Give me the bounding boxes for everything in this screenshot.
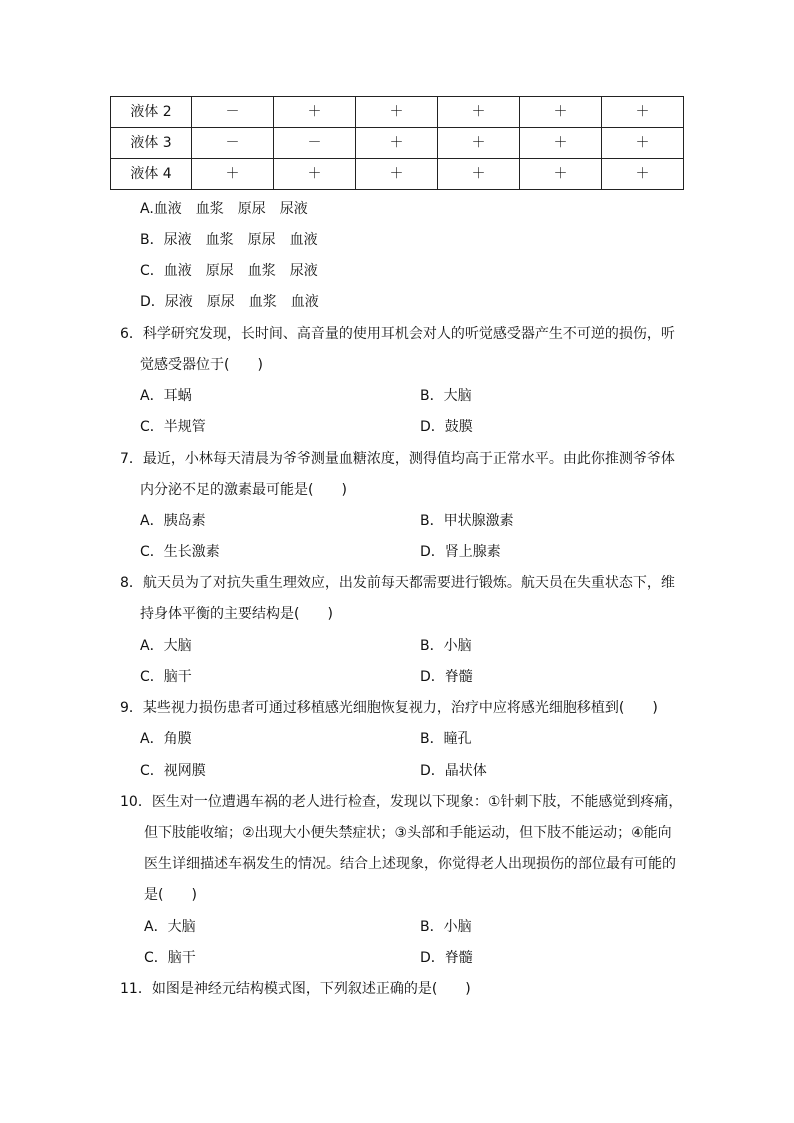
q6-option-d: D．鼓膜 <box>420 419 473 435</box>
table-cell: ＋ <box>438 159 520 190</box>
q6-option-b: B．大脑 <box>420 388 472 404</box>
q6-stem-line1: 6．科学研究发现，长时间、高音量的使用耳机会对人的听觉感受器产生不可逆的损伤，听 <box>120 326 675 342</box>
fluid-test-table <box>110 96 684 190</box>
q7-option-d: D．肾上腺素 <box>420 544 501 560</box>
q10-option-d: D．脊髓 <box>420 950 473 966</box>
q8-option-d: D．脊髓 <box>420 669 473 685</box>
q10-option-b: B．小脑 <box>420 919 472 935</box>
q11-stem-line1: 11．如图是神经元结构模式图，下列叙述正确的是( ) <box>120 981 471 997</box>
table-cell: － <box>192 128 274 159</box>
row-label: 液体 2 <box>111 97 192 128</box>
q10-option-a: A．大脑 <box>144 919 196 935</box>
row-label: 液体 4 <box>111 159 192 190</box>
q5-option-a: A.血液 血浆 原尿 尿液 <box>140 201 308 217</box>
table-cell: ＋ <box>438 128 520 159</box>
q5-option-d: D．尿液 原尿 血浆 血液 <box>140 294 319 310</box>
q7-option-b: B．甲状腺激素 <box>420 513 514 529</box>
table-cell: ＋ <box>602 159 684 190</box>
q7-option-c: C．生长激素 <box>140 544 220 560</box>
table-cell: ＋ <box>520 97 602 128</box>
table-cell: ＋ <box>356 97 438 128</box>
table-cell: ＋ <box>274 97 356 128</box>
q9-option-b: B．瞳孔 <box>420 731 472 747</box>
table-row <box>111 128 684 159</box>
row-label: 液体 3 <box>111 128 192 159</box>
q9-option-c: C．视网膜 <box>140 763 206 779</box>
table-cell: ＋ <box>274 159 356 190</box>
q5-option-c: C．血液 原尿 血浆 尿液 <box>140 263 318 279</box>
table-cell: － <box>192 97 274 128</box>
q8-stem-line2: 持身体平衡的主要结构是( ) <box>140 606 333 622</box>
table-row <box>111 97 684 128</box>
q7-option-a: A．胰岛素 <box>140 513 206 529</box>
q6-option-a: A．耳蜗 <box>140 388 192 404</box>
q10-stem-line3: 医生详细描述车祸发生的情况。结合上述现象，你觉得老人出现损伤的部位最有可能的 <box>144 856 676 872</box>
q8-option-a: A．大脑 <box>140 638 192 654</box>
q9-option-a: A．角膜 <box>140 731 192 747</box>
q7-stem-line1: 7．最近，小林每天清晨为爷爷测量血糖浓度，测得值均高于正常水平。由此你推测爷爷体 <box>120 451 675 467</box>
table-cell: ＋ <box>520 159 602 190</box>
q9-stem-line1: 9．某些视力损伤患者可通过移植感光细胞恢复视力，治疗中应将感光细胞移植到( ) <box>120 700 658 716</box>
q8-option-c: C．脑干 <box>140 669 192 685</box>
table-row <box>111 159 684 190</box>
q9-option-d: D．晶状体 <box>420 763 487 779</box>
q10-option-c: C．脑干 <box>144 950 196 966</box>
q10-stem-line1: 10．医生对一位遭遇车祸的老人进行检查，发现以下现象：①针刺下肢，不能感觉到疼痛， <box>120 794 683 810</box>
q8-stem-line1: 8．航天员为了对抗失重生理效应，出发前每天都需要进行锻炼。航天员在失重状态下，维 <box>120 575 675 591</box>
q5-option-b: B．尿液 血浆 原尿 血液 <box>140 232 318 248</box>
q6-stem-line2: 觉感受器位于( ) <box>140 357 263 373</box>
q7-stem-line2: 内分泌不足的激素最可能是( ) <box>140 482 347 498</box>
table-cell: － <box>274 128 356 159</box>
q10-stem-line2: 但下肢能收缩；②出现大小便失禁症状；③头部和手能运动，但下肢不能运动；④能向 <box>144 825 672 841</box>
q10-stem-line4: 是( ) <box>144 887 197 903</box>
table-cell: ＋ <box>356 159 438 190</box>
table-cell: ＋ <box>356 128 438 159</box>
table-cell: ＋ <box>602 97 684 128</box>
table-cell: ＋ <box>520 128 602 159</box>
q6-option-c: C．半规管 <box>140 419 206 435</box>
q8-option-b: B．小脑 <box>420 638 472 654</box>
table-cell: ＋ <box>602 128 684 159</box>
table-cell: ＋ <box>438 97 520 128</box>
table-cell: ＋ <box>192 159 274 190</box>
